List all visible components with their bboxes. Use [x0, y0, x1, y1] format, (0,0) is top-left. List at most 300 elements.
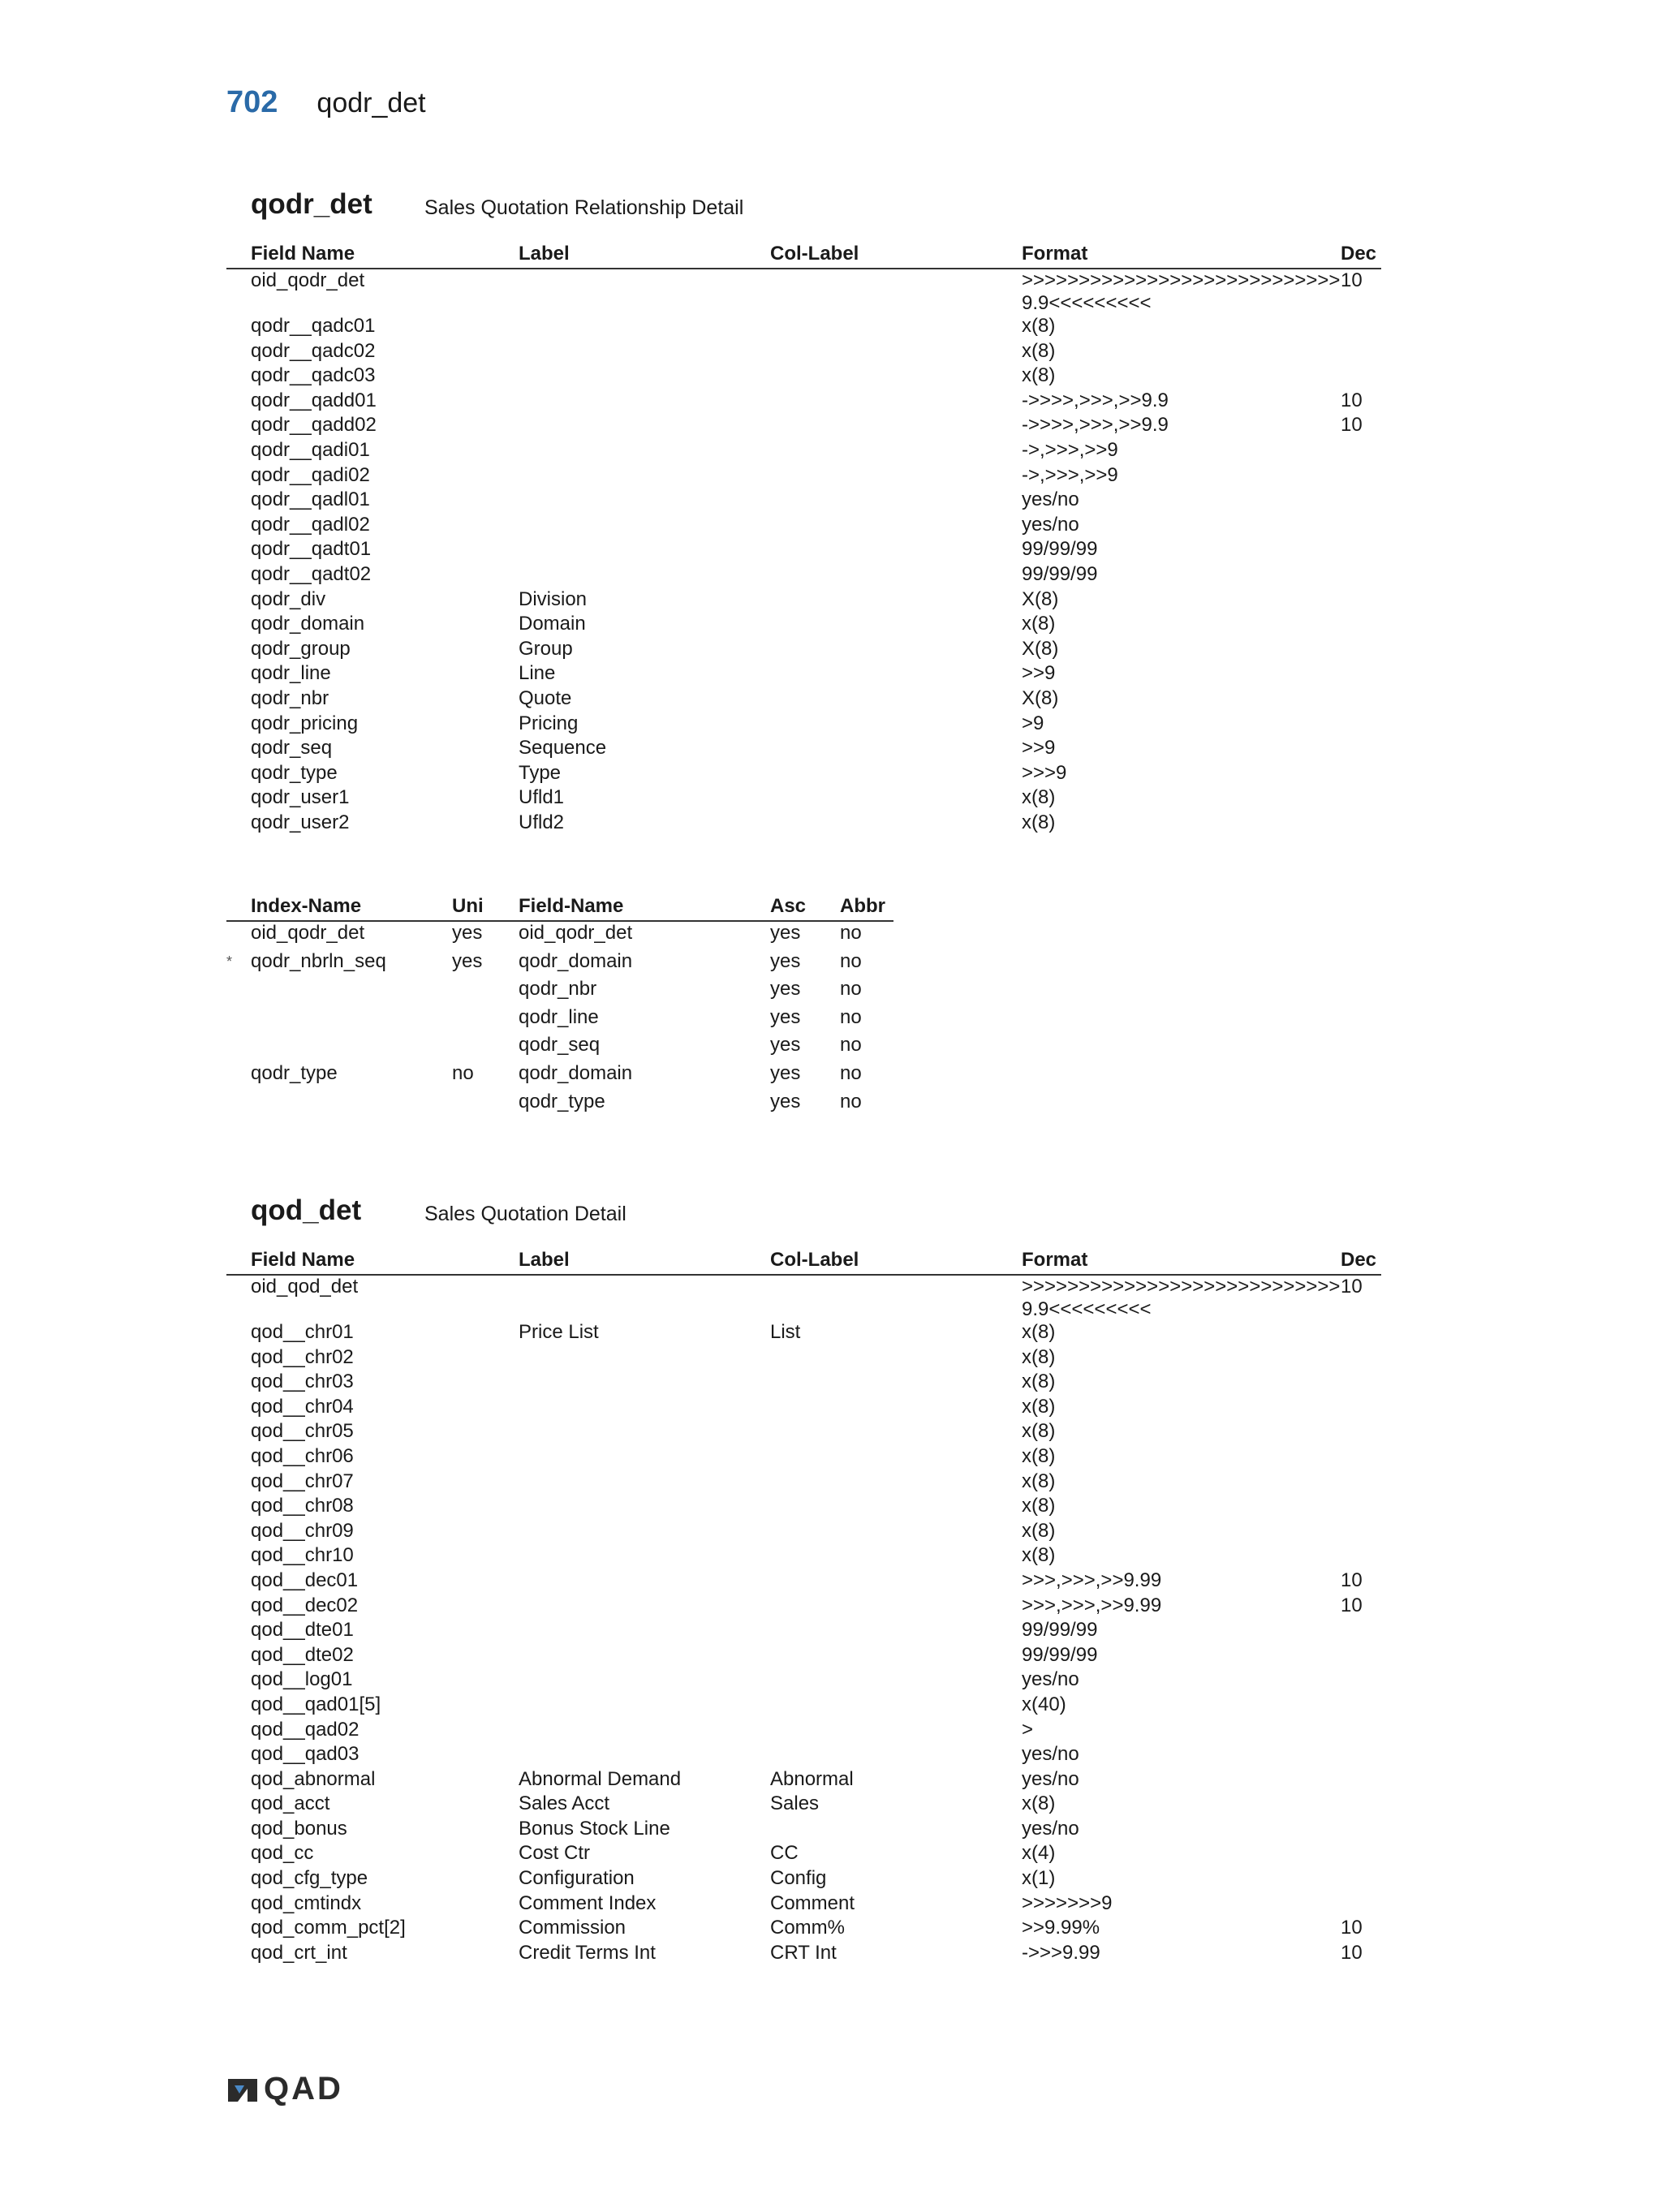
- field-label: Division: [519, 587, 588, 610]
- table-row: [226, 1842, 1381, 1867]
- column-header: Dec: [1341, 1240, 1381, 1275]
- index-field-name: qodr_domain: [519, 949, 633, 972]
- index-table-body: [226, 921, 893, 1118]
- field-col-label: [770, 638, 1022, 663]
- table-row: [226, 1693, 1381, 1719]
- table-row: [226, 1062, 893, 1091]
- index-abbreviated: no: [840, 1005, 862, 1028]
- table-row: [226, 315, 1381, 340]
- field-decimals: [1341, 1693, 1381, 1719]
- field-col-label: [770, 1371, 1022, 1396]
- field-format: x(8): [1022, 339, 1056, 362]
- table-description: Sales Quotation Relationship Detail: [424, 196, 744, 219]
- index-unique: yes: [452, 922, 483, 944]
- row-marker: [226, 712, 251, 738]
- index-ascending: yes: [770, 922, 801, 944]
- table-row: [226, 439, 1381, 464]
- table-row: [226, 1743, 1381, 1768]
- table-row: [226, 921, 893, 950]
- field-col-label: [770, 1520, 1022, 1545]
- field-name: qodr__qadi02: [251, 463, 370, 486]
- row-marker: [226, 1619, 251, 1644]
- table-row: [226, 488, 1381, 514]
- row-marker: [226, 1569, 251, 1594]
- field-name: oid_qodr_det: [251, 269, 365, 291]
- field-table: [226, 234, 1381, 836]
- field-label: [519, 538, 770, 563]
- table-row: [226, 1495, 1381, 1520]
- field-name: qod_cc: [251, 1842, 314, 1865]
- index-unique: [452, 978, 519, 1006]
- field-decimals: 10: [1341, 389, 1363, 411]
- field-decimals: [1341, 1818, 1381, 1843]
- field-col-label: [770, 762, 1022, 787]
- field-label: Sales Acct: [519, 1792, 610, 1815]
- field-name: qodr_user1: [251, 786, 350, 809]
- field-col-label: [770, 1569, 1022, 1594]
- field-decimals: [1341, 315, 1381, 340]
- table-row: [226, 1470, 1381, 1495]
- row-marker: [226, 269, 251, 315]
- field-decimals: [1341, 464, 1381, 489]
- field-format: yes/no: [1022, 1817, 1079, 1840]
- field-col-label: [770, 315, 1022, 340]
- row-marker: [226, 588, 251, 613]
- field-decimals: [1341, 1619, 1381, 1644]
- field-col-label: [770, 464, 1022, 489]
- row-marker: [226, 1668, 251, 1693]
- row-marker: [226, 389, 251, 415]
- field-name: qodr_group: [251, 637, 351, 660]
- row-marker: [226, 1420, 251, 1445]
- row-marker: [226, 340, 251, 365]
- field-name: qodr_div: [251, 587, 326, 610]
- index-field-name: qodr_domain: [519, 1061, 633, 1084]
- table-row: [226, 1719, 1381, 1744]
- field-col-label: [770, 1619, 1022, 1644]
- field-col-label: Config: [770, 1867, 827, 1890]
- index-unique: yes: [452, 949, 483, 972]
- field-label: [519, 1619, 770, 1644]
- field-label: [519, 1743, 770, 1768]
- field-name: qod__dte01: [251, 1619, 354, 1642]
- field-label: Sequence: [519, 737, 607, 760]
- table-row: [226, 1818, 1381, 1843]
- field-format: >>>,>>>,>>9.99: [1022, 1594, 1162, 1616]
- table-row: [226, 1420, 1381, 1445]
- row-marker: [226, 488, 251, 514]
- primary-marker: *: [226, 953, 233, 970]
- table-row: [226, 762, 1381, 787]
- field-name: qod__log01: [251, 1668, 353, 1691]
- field-decimals: [1341, 1495, 1381, 1520]
- field-format: 99/99/99: [1022, 562, 1098, 585]
- column-header: Field Name: [251, 234, 519, 269]
- table-row: [226, 737, 1381, 762]
- column-header: Label: [519, 1240, 770, 1275]
- field-decimals: [1341, 1668, 1381, 1693]
- field-col-label: Sales: [770, 1792, 820, 1815]
- table-section-qod-det: [226, 1194, 1381, 1966]
- table-row: [226, 1569, 1381, 1594]
- field-format: x(8): [1022, 786, 1056, 809]
- field-label: Comment Index: [519, 1891, 657, 1914]
- field-col-label: [770, 563, 1022, 588]
- field-decimals: [1341, 340, 1381, 365]
- field-format: x(8): [1022, 613, 1056, 635]
- page-title: qodr_det: [316, 88, 426, 118]
- field-format: ->,>>>,>>9: [1022, 438, 1118, 461]
- field-name: qod__dte02: [251, 1643, 354, 1666]
- field-decimals: [1341, 737, 1381, 762]
- field-format: x(8): [1022, 1544, 1056, 1567]
- field-format: x(40): [1022, 1693, 1066, 1715]
- table-row: [226, 1091, 893, 1119]
- table-row: [226, 1445, 1381, 1470]
- table-row: [226, 712, 1381, 738]
- field-col-label: [770, 1668, 1022, 1693]
- index-ascending: yes: [770, 1005, 801, 1028]
- field-format: x(8): [1022, 1371, 1056, 1393]
- field-name: qodr_type: [251, 761, 338, 784]
- row-marker: [226, 538, 251, 563]
- field-format: 99/99/99: [1022, 1619, 1098, 1642]
- table-row: [226, 1867, 1381, 1892]
- field-decimals: [1341, 439, 1381, 464]
- primary-marker: [226, 1034, 251, 1062]
- table-section-qodr-det: [226, 188, 1381, 836]
- field-table: [226, 1240, 1381, 1966]
- field-format: x(8): [1022, 1444, 1056, 1467]
- field-label: [519, 315, 770, 340]
- field-table-header: [226, 1240, 1381, 1275]
- table-row: [226, 950, 893, 979]
- index-name: [251, 1034, 452, 1062]
- table-name: qod_det: [251, 1194, 362, 1226]
- field-label: [519, 1275, 770, 1321]
- field-name: qodr__qadt01: [251, 538, 372, 561]
- field-label: [519, 1420, 770, 1445]
- table-row: [226, 414, 1381, 439]
- row-marker: [226, 1719, 251, 1744]
- field-decimals: 10: [1341, 1276, 1363, 1298]
- field-col-label: [770, 488, 1022, 514]
- field-col-label: [770, 1495, 1022, 1520]
- field-col-label: [770, 1743, 1022, 1768]
- table-row: [226, 269, 1381, 315]
- column-header: Uni: [452, 886, 519, 921]
- field-decimals: [1341, 1719, 1381, 1744]
- index-ascending: yes: [770, 1034, 801, 1057]
- index-table: [226, 886, 893, 1118]
- row-marker: [226, 1768, 251, 1793]
- index-field-name: qodr_line: [519, 1005, 599, 1028]
- field-name: qod_comm_pct[2]: [251, 1917, 406, 1939]
- field-format: ->>>>,>>>,>>9.9: [1022, 389, 1169, 411]
- row-marker: [226, 315, 251, 340]
- section-heading: [251, 188, 1381, 234]
- row-marker: [226, 364, 251, 389]
- row-marker: [226, 1520, 251, 1545]
- table-row: [226, 364, 1381, 389]
- field-decimals: [1341, 538, 1381, 563]
- field-format: x(8): [1022, 315, 1056, 337]
- field-format: x(8): [1022, 1321, 1056, 1343]
- field-decimals: [1341, 613, 1381, 638]
- table-row: [226, 1668, 1381, 1693]
- row-marker: [226, 1396, 251, 1421]
- index-table-header: [226, 886, 893, 921]
- index-abbreviated: no: [840, 922, 862, 944]
- row-marker: [226, 1942, 251, 1967]
- table-row: [226, 1346, 1381, 1371]
- field-col-label: [770, 737, 1022, 762]
- table-row: [226, 1321, 1381, 1346]
- row-marker: [226, 1470, 251, 1495]
- field-label: [519, 269, 770, 315]
- field-format: x(8): [1022, 1420, 1056, 1443]
- row-marker: [226, 1892, 251, 1917]
- field-label: [519, 1346, 770, 1371]
- table-row: [226, 1006, 893, 1035]
- field-label: Abnormal Demand: [519, 1767, 682, 1790]
- field-col-label: [770, 364, 1022, 389]
- table-row: [226, 786, 1381, 811]
- row-marker: [226, 1818, 251, 1843]
- field-decimals: [1341, 364, 1381, 389]
- row-marker: [226, 514, 251, 539]
- field-name: qod__dec02: [251, 1594, 359, 1616]
- field-name: qodr__qadl02: [251, 513, 370, 536]
- field-format: X(8): [1022, 637, 1059, 660]
- field-format: yes/no: [1022, 488, 1079, 511]
- field-col-label: [770, 1445, 1022, 1470]
- index-unique: [452, 1034, 519, 1062]
- field-format: ->>>>,>>>,>>9.9: [1022, 414, 1169, 437]
- field-decimals: [1341, 1470, 1381, 1495]
- field-col-label: [770, 340, 1022, 365]
- index-name: [251, 1006, 452, 1035]
- field-label: Credit Terms Int: [519, 1941, 656, 1964]
- field-decimals: [1341, 687, 1381, 712]
- field-col-label: [770, 1693, 1022, 1719]
- index-ascending: yes: [770, 1090, 801, 1112]
- field-table-body: [226, 1275, 1381, 1966]
- field-name: qod__chr01: [251, 1321, 354, 1343]
- field-col-label: CRT Int: [770, 1941, 837, 1964]
- field-decimals: [1341, 712, 1381, 738]
- column-header: Col-Label: [770, 234, 1022, 269]
- page-header: [226, 85, 426, 134]
- column-header: Field-Name: [519, 886, 770, 921]
- field-decimals: [1341, 1445, 1381, 1470]
- row-marker: [226, 1495, 251, 1520]
- row-marker: [226, 1544, 251, 1569]
- field-format: yes/no: [1022, 1743, 1079, 1766]
- field-format: X(8): [1022, 587, 1059, 610]
- table-row: [226, 1520, 1381, 1545]
- field-name: qodr_seq: [251, 737, 333, 760]
- field-format: 99/99/99: [1022, 1643, 1098, 1666]
- index-name: qodr_nbrln_seq: [251, 949, 386, 972]
- field-label: [519, 1544, 770, 1569]
- table-row: [226, 1034, 893, 1062]
- field-table-header: [226, 234, 1381, 269]
- field-decimals: [1341, 1892, 1381, 1917]
- table-row: [226, 1594, 1381, 1620]
- field-col-label: [770, 613, 1022, 638]
- field-name: qodr__qadi01: [251, 438, 370, 461]
- field-decimals: [1341, 514, 1381, 539]
- field-name: qodr_pricing: [251, 712, 359, 734]
- field-label: [519, 1644, 770, 1669]
- field-label: Cost Ctr: [519, 1842, 591, 1865]
- field-label: [519, 1371, 770, 1396]
- field-format: >>9: [1022, 737, 1056, 760]
- field-decimals: [1341, 1644, 1381, 1669]
- field-name: qodr__qadd02: [251, 414, 377, 437]
- field-name: qod_acct: [251, 1792, 330, 1815]
- primary-marker: [226, 921, 251, 950]
- field-name: qodr__qadl01: [251, 488, 370, 511]
- table-row: [226, 340, 1381, 365]
- row-marker: [226, 1693, 251, 1719]
- field-decimals: [1341, 1321, 1381, 1346]
- field-label: [519, 1495, 770, 1520]
- field-format: yes/no: [1022, 513, 1079, 536]
- field-format: yes/no: [1022, 1668, 1079, 1691]
- field-name: qod__chr02: [251, 1345, 354, 1368]
- column-header: Abbr: [840, 886, 893, 921]
- field-table-body: [226, 269, 1381, 836]
- qad-logo: [226, 2071, 343, 2107]
- field-label: Ufld2: [519, 811, 565, 833]
- table-row: [226, 1792, 1381, 1818]
- field-col-label: [770, 1719, 1022, 1744]
- row-marker: [226, 662, 251, 687]
- field-format: >>>,>>>,>>9.99: [1022, 1569, 1162, 1591]
- field-decimals: [1341, 1371, 1381, 1396]
- field-decimals: [1341, 1544, 1381, 1569]
- row-marker: [226, 563, 251, 588]
- table-row: [226, 1396, 1381, 1421]
- field-col-label: [770, 1420, 1022, 1445]
- field-format: x(8): [1022, 1345, 1056, 1368]
- field-name: qodr_user2: [251, 811, 350, 833]
- field-col-label: [770, 811, 1022, 837]
- field-format: >>>>>>>9: [1022, 1891, 1113, 1914]
- field-decimals: [1341, 1346, 1381, 1371]
- column-header: Field Name: [251, 1240, 519, 1275]
- field-format: >: [1022, 1718, 1034, 1741]
- table-row: [226, 662, 1381, 687]
- row-marker: [226, 1792, 251, 1818]
- table-description: Sales Quotation Detail: [424, 1203, 626, 1225]
- field-label: [519, 1396, 770, 1421]
- field-col-label: [770, 1544, 1022, 1569]
- field-col-label: [770, 414, 1022, 439]
- field-decimals: [1341, 563, 1381, 588]
- field-col-label: [770, 1644, 1022, 1669]
- field-name: qod__chr07: [251, 1470, 354, 1492]
- field-label: Domain: [519, 613, 586, 635]
- field-label: [519, 1693, 770, 1719]
- field-name: qodr_line: [251, 662, 331, 685]
- index-ascending: yes: [770, 949, 801, 972]
- field-name: qod_cfg_type: [251, 1867, 368, 1890]
- field-name: qodr__qadc03: [251, 364, 376, 387]
- field-name: qod__qad01[5]: [251, 1693, 381, 1715]
- field-name: qod_cmtindx: [251, 1891, 362, 1914]
- marker-header: [226, 234, 251, 269]
- field-label: [519, 340, 770, 365]
- field-format: x(8): [1022, 1792, 1056, 1815]
- field-name: qod_abnormal: [251, 1767, 376, 1790]
- index-field-name: qodr_seq: [519, 1034, 601, 1057]
- field-format: >>>>>>>>>>>>>>>>>>>>>>>>>>>>9.9<<<<<<<<<: [1022, 269, 1341, 314]
- index-abbreviated: no: [840, 1034, 862, 1057]
- field-format: x(4): [1022, 1842, 1056, 1865]
- row-marker: [226, 439, 251, 464]
- field-label: Bonus Stock Line: [519, 1817, 670, 1840]
- table-row: [226, 1644, 1381, 1669]
- field-format: x(1): [1022, 1867, 1056, 1890]
- table-row: [226, 811, 1381, 837]
- field-decimals: [1341, 786, 1381, 811]
- row-marker: [226, 1371, 251, 1396]
- field-col-label: [770, 389, 1022, 415]
- marker-header: [226, 886, 251, 921]
- field-label: Price List: [519, 1321, 599, 1343]
- field-name: qod__chr10: [251, 1544, 354, 1567]
- index-name: qodr_type: [251, 1061, 338, 1084]
- field-format: X(8): [1022, 686, 1059, 709]
- field-col-label: [770, 662, 1022, 687]
- field-label: [519, 1445, 770, 1470]
- field-label: [519, 1470, 770, 1495]
- index-field-name: qodr_type: [519, 1090, 605, 1112]
- index-section-qodr-det: [226, 886, 893, 1118]
- field-col-label: [770, 1346, 1022, 1371]
- row-marker: [226, 737, 251, 762]
- field-col-label: [770, 687, 1022, 712]
- field-name: qod__qad02: [251, 1718, 360, 1741]
- field-decimals: [1341, 1867, 1381, 1892]
- field-decimals: [1341, 762, 1381, 787]
- index-unique: [452, 1006, 519, 1035]
- field-format: >>9: [1022, 662, 1056, 685]
- field-label: [519, 414, 770, 439]
- field-format: x(8): [1022, 1470, 1056, 1492]
- field-label: [519, 1569, 770, 1594]
- row-marker: [226, 1917, 251, 1942]
- field-name: qodr_nbr: [251, 686, 329, 709]
- primary-marker: [226, 1062, 251, 1091]
- row-marker: [226, 613, 251, 638]
- table-row: [226, 464, 1381, 489]
- field-label: Quote: [519, 686, 572, 709]
- field-decimals: 10: [1341, 269, 1363, 291]
- field-label: Configuration: [519, 1867, 635, 1890]
- field-col-label: [770, 588, 1022, 613]
- field-name: qod_crt_int: [251, 1941, 347, 1964]
- row-marker: [226, 1445, 251, 1470]
- field-format: x(8): [1022, 1495, 1056, 1517]
- index-abbreviated: no: [840, 1061, 862, 1084]
- index-unique: no: [452, 1061, 474, 1084]
- field-format: x(8): [1022, 1395, 1056, 1418]
- field-format: x(8): [1022, 1519, 1056, 1542]
